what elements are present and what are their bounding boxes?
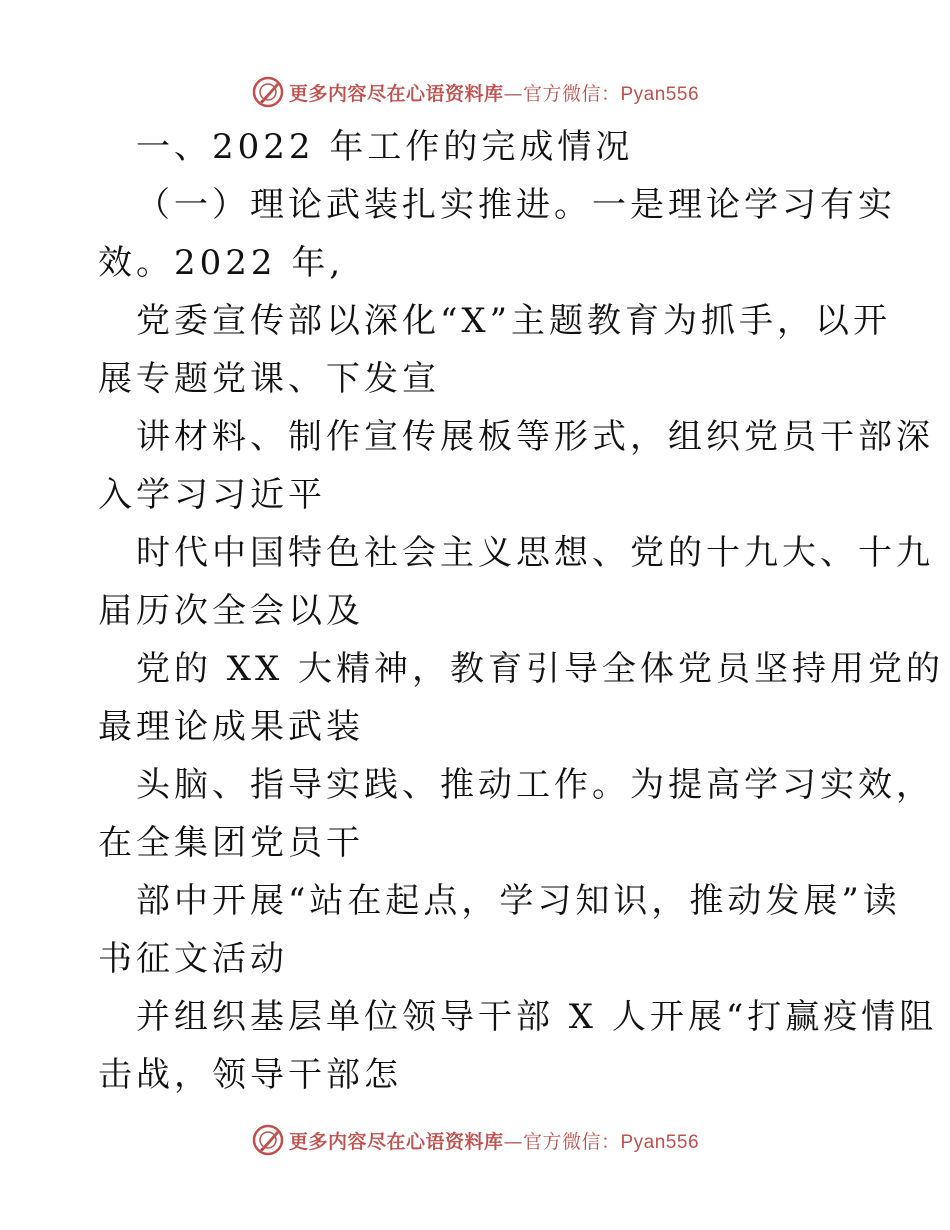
watermark-header	[0, 72, 950, 112]
text-line: 最理论成果武装	[98, 707, 364, 747]
text-line: 展专题党课、下发宣	[98, 359, 440, 399]
watermark-dash: —	[503, 1130, 523, 1153]
watermark-sub: 官方微信：	[522, 82, 621, 105]
text-line: 届历次全会以及	[98, 591, 364, 631]
text-line: 部中开展“站在起点，学习知识，推动发展”读	[136, 881, 901, 921]
text-line: 讲材料、制作宣传展板等形式，组织党员干部深	[136, 417, 934, 457]
text-line: 时代中国特色社会主义思想、党的十九大、十九	[136, 533, 934, 573]
pen-logo-icon	[251, 1123, 285, 1157]
text-line: 在全集团党员干	[98, 823, 364, 863]
watermark-main: 更多内容尽在心语资料库	[288, 82, 504, 105]
text-line: （一）理论武装扎实推进。一是理论学习有实	[136, 185, 896, 225]
text-line: 党委宣传部以深化“X”主题教育为抓手，以开	[136, 301, 891, 341]
pen-logo-icon	[251, 75, 285, 109]
watermark-id: Pyan556	[620, 83, 700, 105]
text-line: 书征文活动	[98, 939, 288, 979]
text-line: 入学习习近平	[98, 475, 326, 515]
watermark-id: Pyan556	[620, 1131, 700, 1153]
text-line: 效。2022 年,	[98, 243, 345, 283]
watermark-text	[289, 79, 699, 106]
text-line: 头脑、指导实践、推动工作。为提高学习实效，	[136, 765, 934, 805]
text-line: 党的 XX 大精神，教育引导全体党员坚持用党的	[136, 649, 945, 689]
section-heading: 一、2022 年工作的完成情况	[136, 127, 634, 167]
text-line: 并组织基层单位领导干部 X 人开展“打赢疫情阻	[136, 997, 938, 1037]
text-line: 击战，领导干部怎	[98, 1055, 402, 1095]
watermark-dash: —	[503, 82, 523, 105]
watermark-sub: 官方微信：	[522, 1130, 621, 1153]
watermark-footer	[0, 1120, 950, 1160]
watermark-main: 更多内容尽在心语资料库	[288, 1130, 504, 1153]
watermark-text	[289, 1127, 699, 1154]
